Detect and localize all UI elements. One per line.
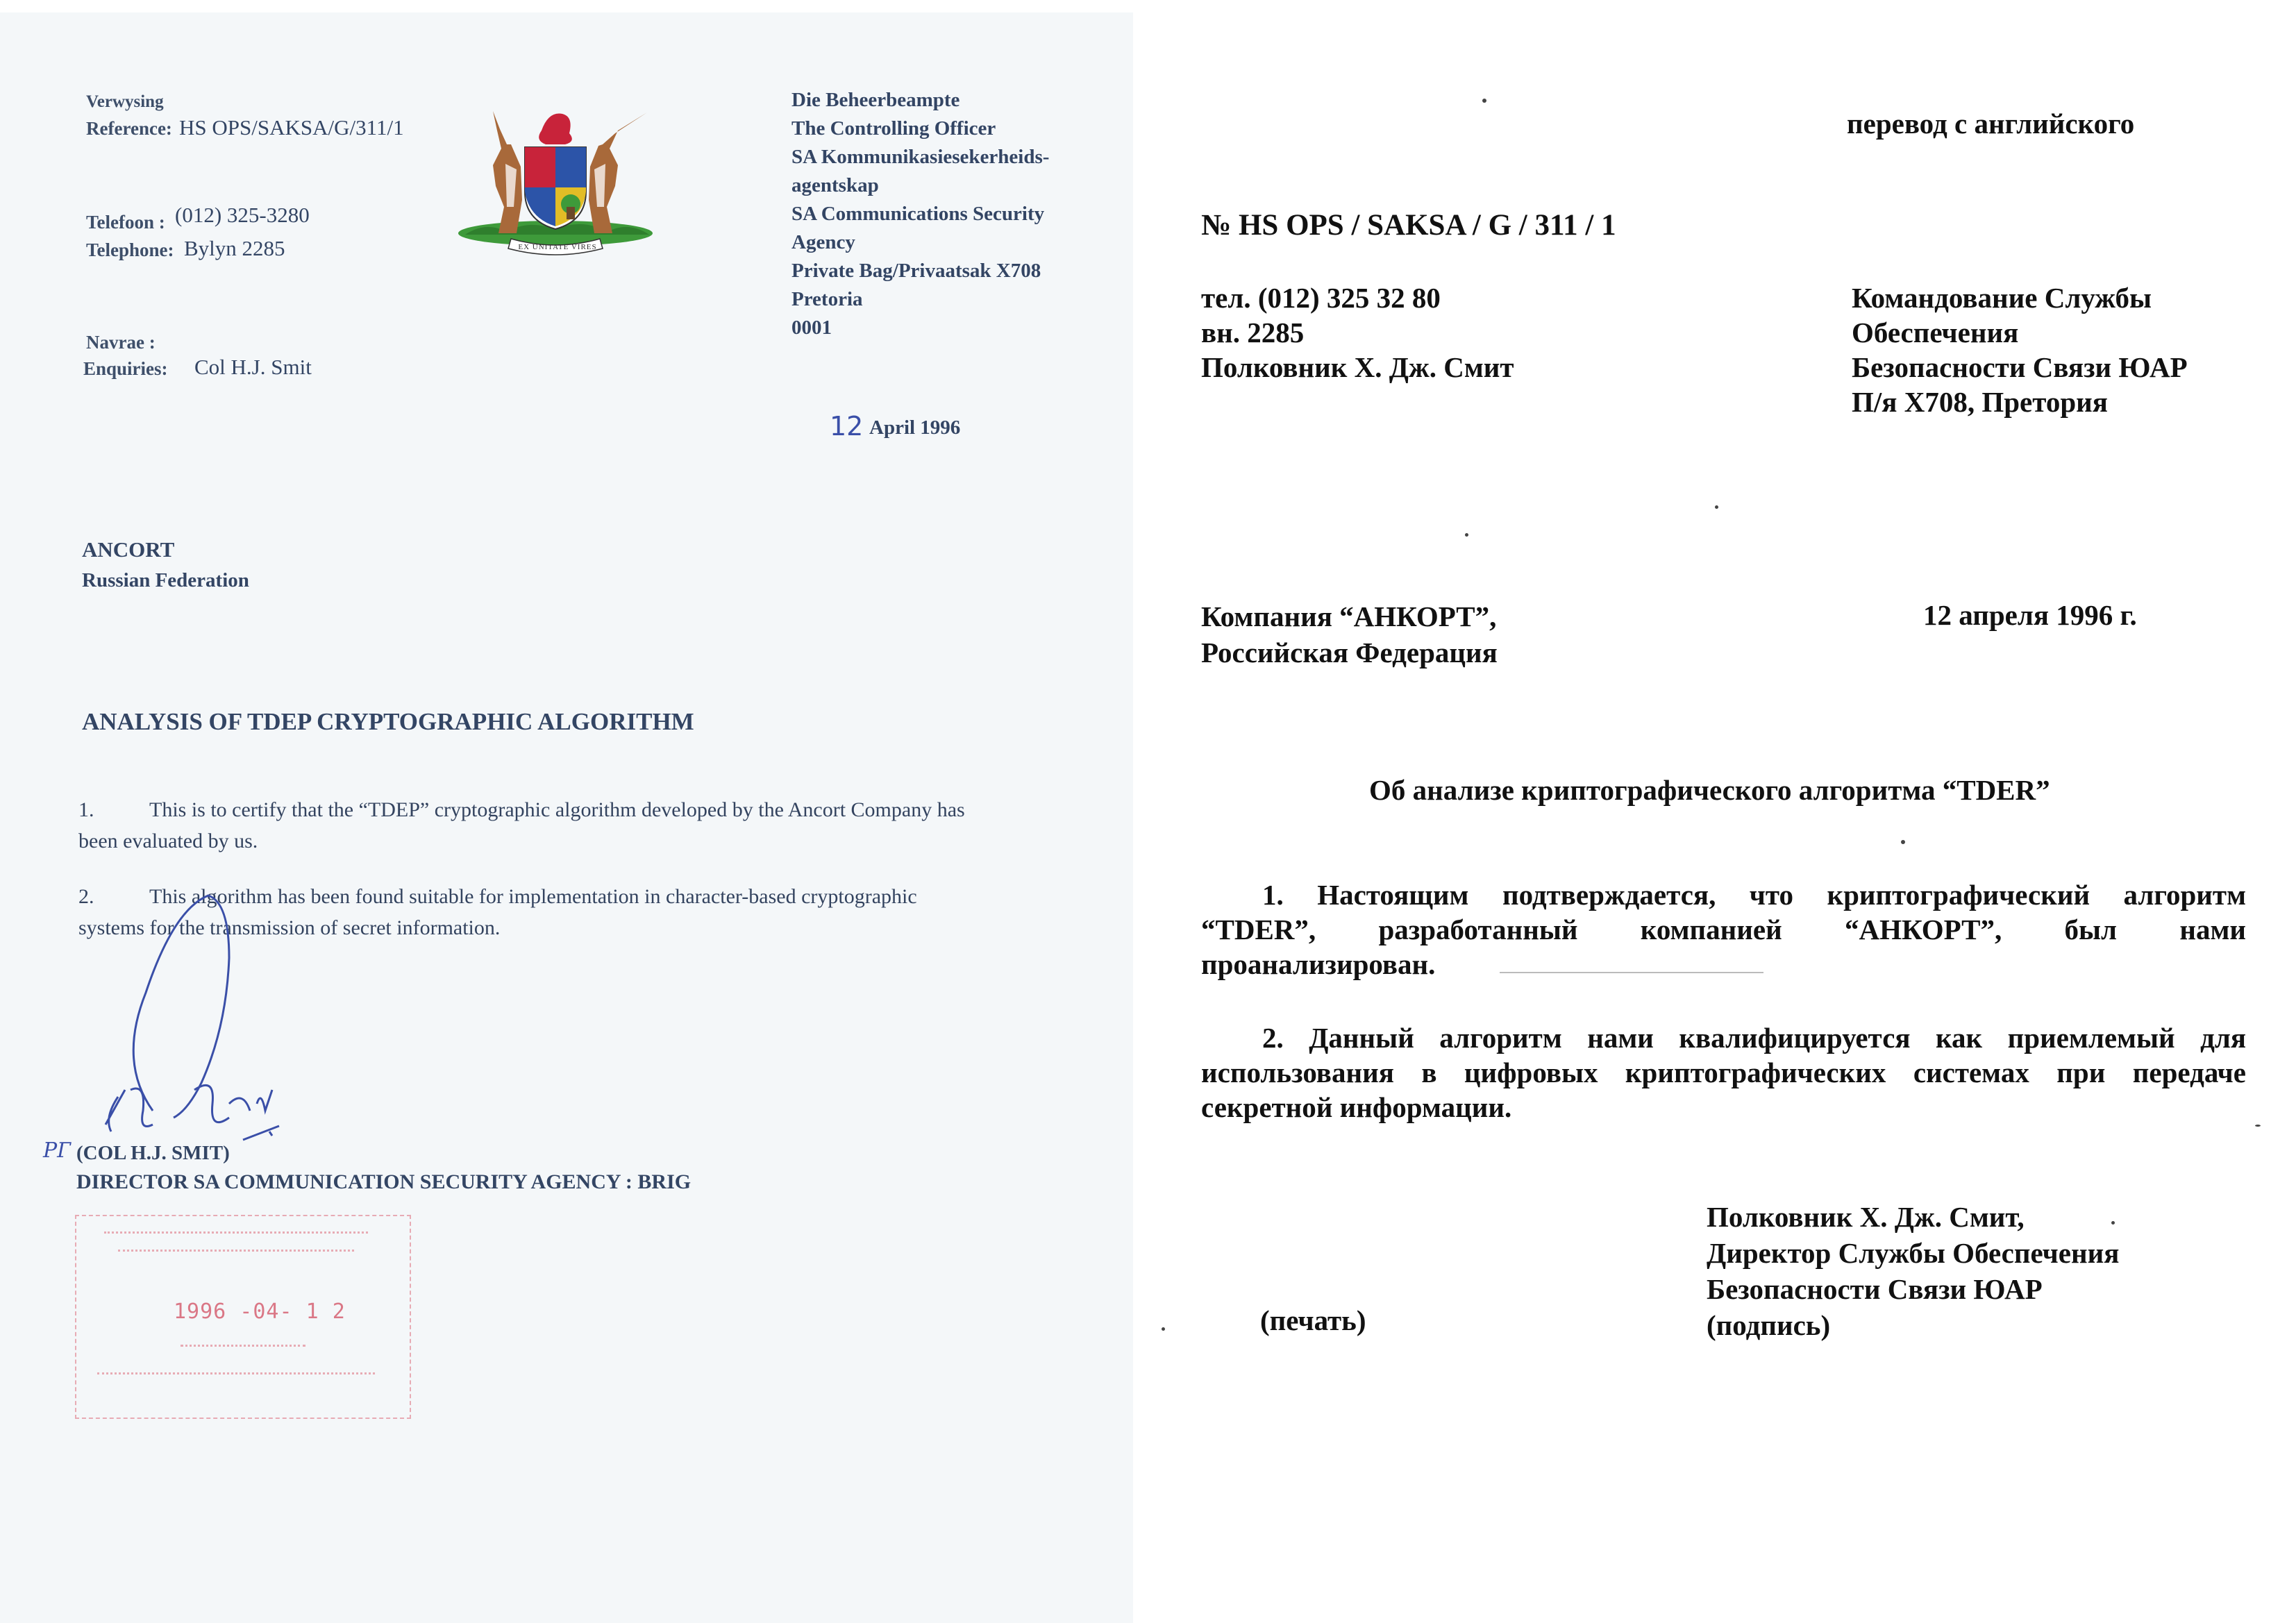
reference-label-af: Verwysing	[86, 92, 164, 111]
scan-speck	[1901, 840, 1905, 844]
para1-line2: been evaluated by us.	[78, 830, 258, 852]
enquiries-value: Col H.J. Smit	[194, 355, 312, 379]
date-handwritten: 12	[830, 411, 864, 442]
scan-speck	[1715, 505, 1718, 509]
translation-para2	[1201, 1020, 2246, 1125]
scan-streak	[1500, 972, 1763, 973]
crest-motto: EX UNITATE VIRES	[518, 243, 597, 251]
telephone-extension: Bylyn 2285	[184, 236, 285, 260]
para2-line2: systems for the transmission of secret information.	[78, 916, 501, 939]
recipient-line: Russian Federation	[82, 569, 249, 591]
enquiries-label-af: Navrae :	[86, 332, 156, 353]
translation-reference: № HS OPS / SAKSA / G / 311 / 1	[1201, 209, 1616, 242]
para1-line3: проанализирован.	[1201, 948, 1436, 980]
official-stamp	[75, 1215, 411, 1419]
scan-speck	[1482, 99, 1486, 103]
contact-line: вн. 2285	[1201, 317, 1305, 348]
scan-speck	[1162, 1327, 1165, 1331]
scan-speck	[2255, 1125, 2261, 1127]
sender-line: SA Communications Security	[791, 203, 1045, 225]
signer-line: Безопасности Связи ЮАР	[1707, 1273, 2043, 1305]
signer-initials: РГ	[43, 1138, 72, 1163]
signature-label: (подпись)	[1707, 1309, 1831, 1341]
sender-line: The Controlling Officer	[791, 117, 996, 140]
coat-of-arms-icon	[444, 103, 667, 255]
para1-line1: This is to certify that the “TDEP” cryptographic algorithm developed by the Ancort Company has	[149, 798, 965, 821]
recipient-line: Компания “АНКОРТ”,	[1201, 600, 1497, 632]
date-printed: April 1996	[869, 417, 961, 439]
sender-line: agentskap	[791, 174, 879, 196]
signature-scribble	[90, 882, 312, 1145]
contact-line: Полковник Х. Дж. Смит	[1201, 351, 1514, 383]
para2-line2: использования в цифровых криптографических системах при передаче	[1201, 1057, 2246, 1088]
recipient	[82, 535, 249, 596]
para1-line2: “TDER”, разработанный компанией “АНКОРТ”, был нами	[1201, 914, 2246, 945]
translation-recipient	[1201, 598, 1498, 671]
telephone-number: (012) 325-3280	[175, 203, 310, 227]
sender-line: Pretoria	[791, 288, 863, 310]
enquiries-label-en: Enquiries:	[83, 358, 168, 379]
sender-line: Die Beheerbeampte	[791, 89, 960, 111]
signer-line: Директор Службы Обеспечения	[1707, 1237, 2120, 1269]
signer-name: (COL H.J. SMIT)	[76, 1142, 230, 1164]
sender-line: Безопасности Связи ЮАР	[1852, 351, 2188, 383]
signer-line: Полковник Х. Дж. Смит,	[1707, 1201, 2025, 1233]
translation-note: перевод с английского	[1847, 108, 2135, 140]
seal-label: (печать)	[1260, 1304, 1366, 1336]
para1-number: 1.	[78, 798, 94, 821]
sender-line: SA Kommunikasiesekerheids-	[791, 146, 1050, 168]
translation-para1	[1201, 877, 2246, 982]
para2-line1: 2. Данный алгоритм нами квалифицируется как приемлемый для	[1262, 1022, 2246, 1054]
telephone-label-en: Telephone:	[86, 239, 174, 260]
reference-value: HS OPS/SAKSA/G/311/1	[179, 115, 404, 140]
para2-line3: секретной информации.	[1201, 1091, 1512, 1123]
recipient-line: Российская Федерация	[1201, 637, 1498, 668]
subject-heading: ANALYSIS OF TDEP CRYPTOGRAPHIC ALGORITHM	[82, 708, 694, 735]
para2-number: 2.	[78, 885, 94, 908]
reference-label-en: Reference:	[86, 118, 172, 139]
sender-line: П/я Х708, Претория	[1852, 386, 2108, 418]
sender-line: Agency	[791, 231, 855, 253]
sender-address	[791, 86, 1049, 342]
signer-title: DIRECTOR SA COMMUNICATION SECURITY AGENCY : BRIG	[76, 1170, 692, 1193]
sender-line: Командование Службы	[1852, 282, 2152, 314]
scan-speck	[2111, 1221, 2115, 1225]
translation-date: 12 апреля 1996 г.	[1923, 599, 2137, 631]
scan-speck	[1465, 533, 1468, 537]
translation-sender	[1852, 280, 2188, 419]
para2-line1: This algorithm has been found suitable for implementation in character-based cryptographic	[149, 885, 917, 908]
sender-line: Обеспечения	[1852, 317, 2019, 348]
translation-letter	[1133, 0, 2296, 1623]
para1-line1: 1. Настоящим подтверждается, что криптографический алгоритм	[1262, 879, 2246, 911]
sender-line: 0001	[791, 317, 832, 339]
translation-contact	[1201, 280, 1514, 385]
contact-line: тел. (012) 325 32 80	[1201, 282, 1441, 314]
translation-signer	[1707, 1199, 2119, 1343]
translation-subject: Об анализе криптографического алгоритма “TDER”	[1369, 774, 2050, 806]
recipient-line: ANCORT	[82, 537, 175, 562]
sender-line: Private Bag/Privaatsak X708	[791, 260, 1041, 282]
stamp-date: 1996 -04- 1 2	[174, 1300, 346, 1324]
telephone-label-af: Telefoon :	[86, 212, 165, 233]
